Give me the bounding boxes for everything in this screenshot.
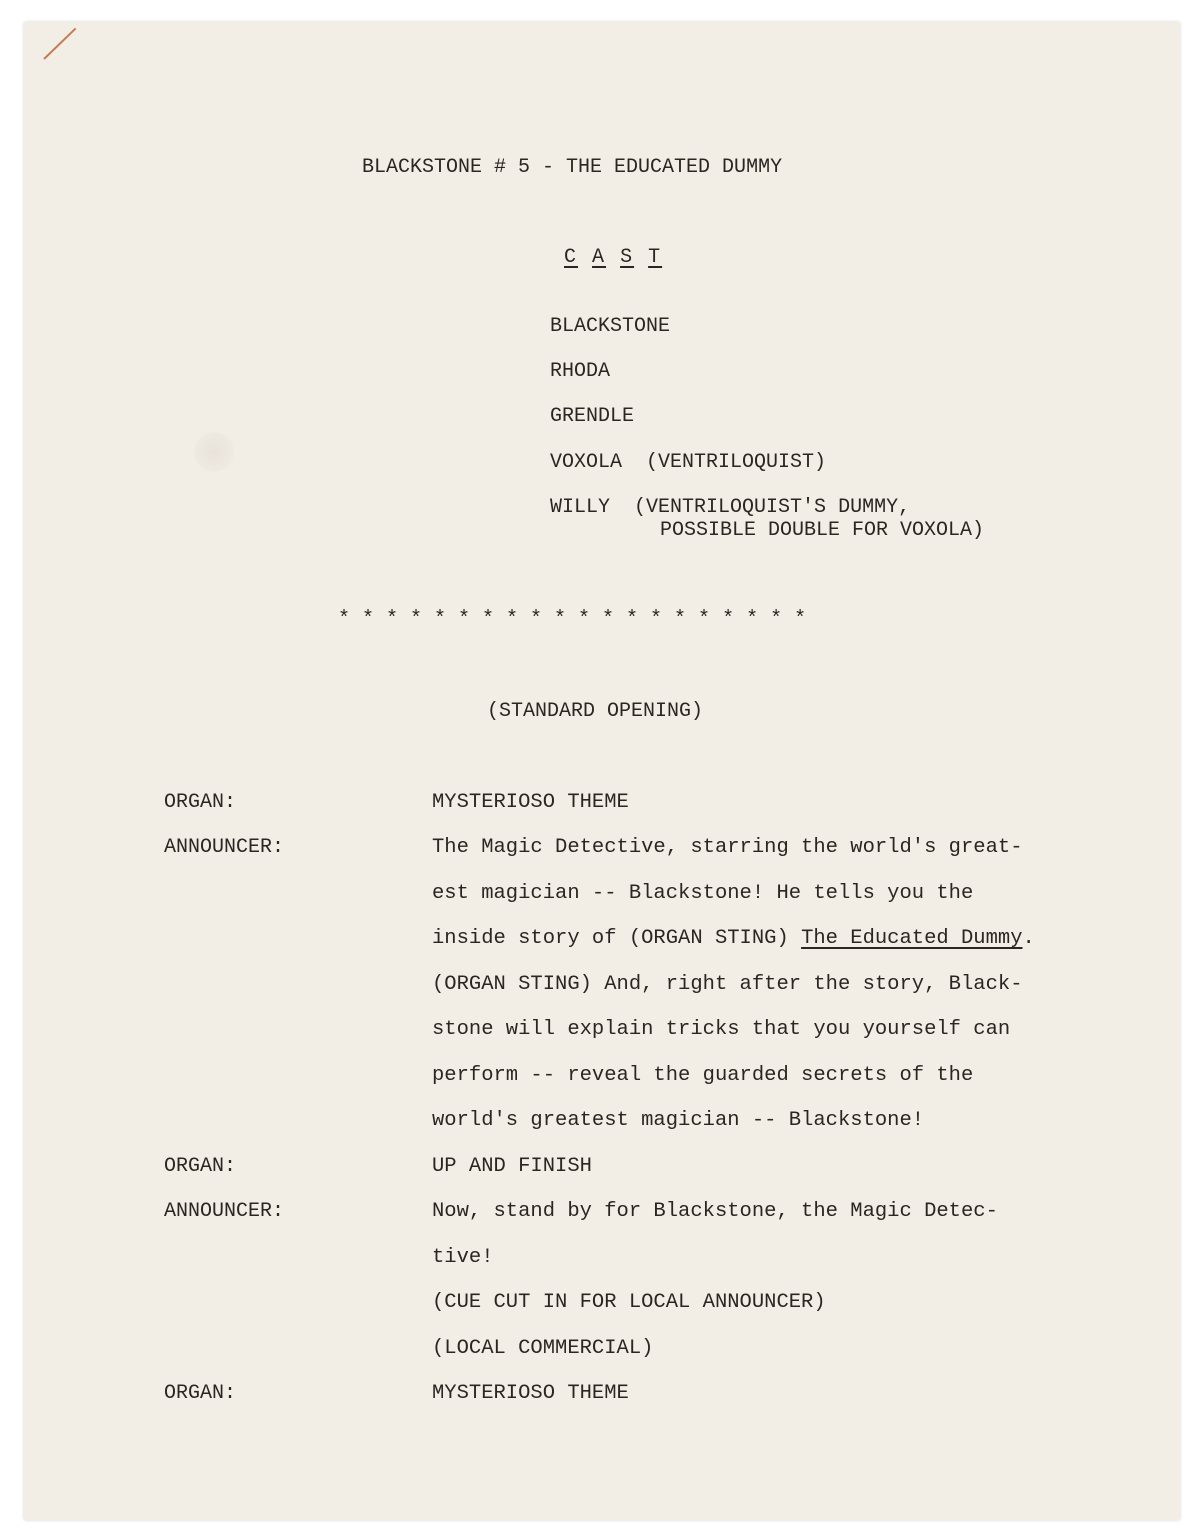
paper-smudge xyxy=(194,432,234,472)
separator-stars: * * * * * * * * * * * * * * * * * * * * xyxy=(338,608,807,631)
cast-note-continued: POSSIBLE DOUBLE FOR VOXOLA) xyxy=(660,519,985,542)
script-line: (CUE CUT IN FOR LOCAL ANNOUNCER) xyxy=(432,1291,826,1314)
cast-note: (VENTRILOQUIST'S DUMMY, xyxy=(634,496,911,519)
script-line: (ORGAN STING) And, right after the story, Black- xyxy=(432,973,1023,996)
role-label: ANNOUNCER: xyxy=(164,1200,285,1223)
episode-title-underlined: The Educated Dummy xyxy=(801,927,1023,950)
script-line: tive! xyxy=(432,1246,494,1269)
cast-member-blackstone: BLACKSTONE xyxy=(550,315,671,338)
script-line: perform -- reveal the guarded secrets of the xyxy=(432,1064,974,1087)
pencil-mark xyxy=(43,28,76,60)
script-page xyxy=(24,22,1180,1520)
role-label: ANNOUNCER: xyxy=(164,836,285,859)
cast-member-voxola: VOXOLA (VENTRILOQUIST) xyxy=(550,451,827,474)
cast-heading: C A S T xyxy=(564,246,663,269)
cast-note: (VENTRILOQUIST) xyxy=(646,451,827,474)
role-label: ORGAN: xyxy=(164,1382,237,1405)
script-line: UP AND FINISH xyxy=(432,1155,592,1178)
script-line: world's greatest magician -- Blackstone! xyxy=(432,1109,925,1132)
script-line: MYSTERIOSO THEME xyxy=(432,791,629,814)
script-line: est magician -- Blackstone! He tells you the xyxy=(432,882,974,905)
cast-member-grendle: GRENDLE xyxy=(550,405,635,428)
cast-member-rhoda: RHODA xyxy=(550,360,611,383)
script-line: (LOCAL COMMERCIAL) xyxy=(432,1337,654,1360)
role-label: ORGAN: xyxy=(164,1155,237,1178)
script-line: MYSTERIOSO THEME xyxy=(432,1382,629,1405)
script-line: The Magic Detective, starring the world's great- xyxy=(432,836,1023,859)
script-line: inside story of (ORGAN STING) The Educated Dummy. xyxy=(432,927,1035,950)
standard-opening: (STANDARD OPENING) xyxy=(487,700,704,723)
role-label: ORGAN: xyxy=(164,791,237,814)
cast-member-willy: WILLY (VENTRILOQUIST'S DUMMY, xyxy=(550,496,911,519)
script-line: stone will explain tricks that you yourself can xyxy=(432,1018,1011,1041)
page-title: BLACKSTONE # 5 - THE EDUCATED DUMMY xyxy=(362,156,783,179)
script-line: Now, stand by for Blackstone, the Magic Detec- xyxy=(432,1200,998,1223)
